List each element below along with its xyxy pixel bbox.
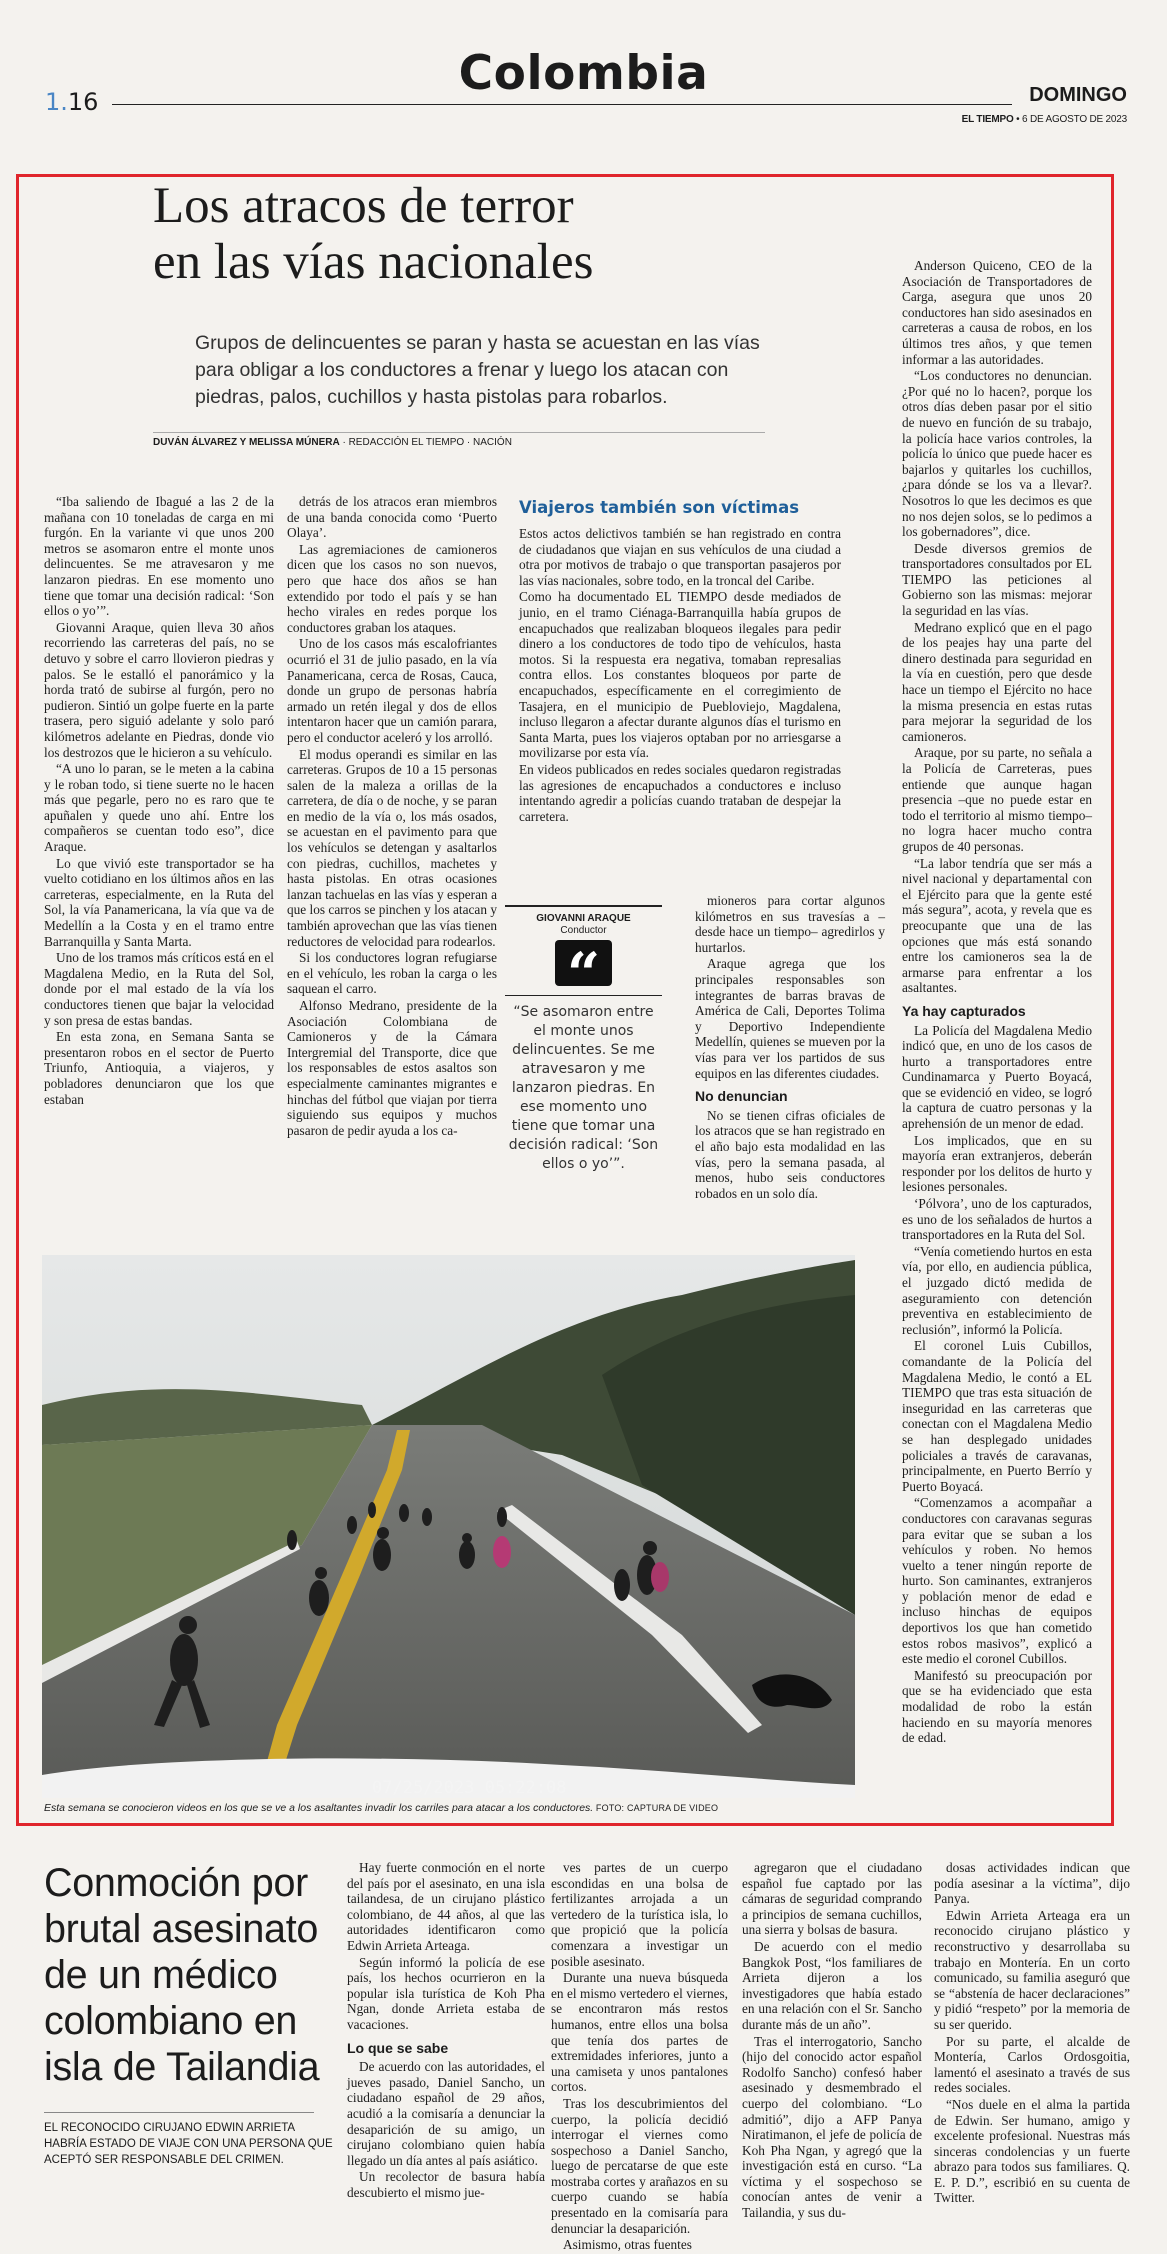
quote-mark-icon: “	[555, 940, 612, 986]
paragraph: “Nos duele en el alma la partida de Edwin. Ser humano, amigo y excelente profesional. Nuestras más sinceras condolencias y un fuerte abrazo para todos sus familiares. Q. E. P. D.”, escribió en su cuenta de Twitter.	[934, 2096, 1130, 2206]
article-column-1	[44, 494, 274, 1108]
article2-deck: EL RECONOCIDO CIRUJANO EDWIN ARRIETA HABRÍA ESTADO DE VIAJE CON UNA PERSONA QUE ACEPTÓ SER RESPONSABLE DEL CRIMEN.	[44, 2122, 333, 2166]
sidebar-title: Viajeros también son víctimas	[519, 498, 800, 517]
article2-column-2	[551, 1860, 728, 2254]
byline: DUVÁN ÁLVAREZ Y MELISSA MÚNERA · REDACCIÓN EL TIEMPO · NACIÓN	[153, 437, 512, 448]
article-headline: Los atracos de terror en las vías nacionales	[153, 178, 594, 290]
road-scene-image	[42, 1255, 855, 1798]
paragraph: Las agremiaciones de camioneros dicen que los casos no son nuevos, pero que hace dos años se han extendido por todo el país y se han hecho virales en redes porque los conductores graban los ataques.	[287, 541, 497, 635]
quote-box-rule-2	[505, 995, 662, 996]
pull-quote: “Se asomaron entre el monte unos delincuentes. Se me atravesaron y me lanzaron piedras. En ese momento uno tiene que tomar una decisión radical: ‘Son ellos o yo’”.	[508, 1004, 659, 1172]
paragraph: De acuerdo con las autoridades, el jueves pasado, Daniel Sancho, un ciudadano español de 29 años, acudió a la comisaría a denunciar la desaparición de su amigo, un cirujano colombiano quien había llegado un día antes al país asiático.	[347, 2059, 545, 2168]
paragraph: Los implicados, que en su mayoría eran extranjeros, deberán responder por los delitos de hurto y lesiones personales.	[902, 1132, 1092, 1195]
paragraph: Uno de los tramos más críticos está en el Magdalena Medio, en la Ruta del Sol, donde por el mal estado de la vía los conductores tienen que bajar la velocidad y son presa de estas bandas.	[44, 950, 274, 1028]
paragraph: agregaron que el ciudadano español fue captado por las cámaras de seguridad comprando a principios de semana cuchillos, una sierra y bolsas de basura.	[742, 1860, 922, 1938]
paragraph: Asimismo, otras fuentes	[563, 2237, 692, 2253]
paragraph: Lo que vivió este transportador se ha vuelto cotidiano en los últimos años en las carreteras, especialmente, en la Ruta del Sol, la vía Panamericana, la vía que va de Medellín a la Costa y en el tramo entre Barranquilla y Santa Marta.	[44, 855, 274, 949]
paragraph: “Los conductores no denuncian. ¿Por qué no lo hacen?, porque los otros días deben pasar por el sitio de nuevo en función de su trabajo, la policía hace varios controles, la policía lo único que puede hacer es bajarlos y quitarles los cuchillos, ¿para dónde se los va a llevar?. Nosotros lo que les decimos es que no nos dejen solos, se lo pedimos a los gobernadores”, dice.	[902, 368, 1092, 540]
quote-box-rule	[505, 905, 662, 907]
paragraph: “Iba saliendo de Ibagué a las 2 de la mañana con 10 toneladas de carga en mi furgón. En la variante vi que unos 200 metros se asomaron entre el monte unos delincuentes. Se me atravesaron y me lanzaron piedras. En ese momento uno tiene que tomar una decisión radical: ‘Son ellos o yo’”.	[44, 494, 274, 619]
paragraph: dosas actividades indican que podía asesinar a la víctima”, dijo Panya.	[934, 1860, 1130, 1907]
paragraph: Según informó la policía de ese país, los hechos ocurrieron en la popular isla turística de Koh Pha Ngan, donde Arrieta estaba de vacaciones.	[347, 1954, 545, 2032]
paragraph: Alfonso Medrano, presidente de la Asociación Colombiana de Camioneros y de la Cámara Intergremial del Transporte, dice que los responsables de estos asaltos son especialmente caminantes migrantes e hinchas del fútbol que viajan por tierra siguiendo sus equipos y muchos pasaron de pedir ayuda a los ca-	[287, 998, 497, 1138]
paragraph: Tras los descubrimientos del cuerpo, la policía decidió interrogar el viernes como sospechoso a Daniel Sancho, luego de percatarse de que este mostraba cortes y arañazos en su cuerpo cuando se había presentado en la comisaría para denunciar la desaparición.	[551, 2095, 728, 2236]
article-column-5	[902, 258, 1092, 1747]
paragraph: Giovanni Araque, quien lleva 30 años recorriendo las carreteras del país, no se detuvo y sobre el carro llovieron piedras y palos. Se le estalló el panorámico y la horda trató de subirse al furgón, pero no pudieron. Sintió un golpe fuerte en la parte trasera, pero siguió adelante y solo paró kilómetros adelante en Piedras, donde vio los destrozos que le hicieron a su vehículo.	[44, 619, 274, 760]
paragraph: mioneros para cortar algunos kilómetros en sus travesías a –desde hace un tiempo– agredirlos y hurtarlos.	[695, 893, 885, 955]
video-timestamp: 07/25/2023 05:22:08	[372, 1778, 567, 1798]
column-subhead: Ya hay capturados	[902, 1002, 1026, 1019]
dateline: EL TIEMPO • 6 DE AGOSTO DE 2023	[961, 114, 1127, 125]
article2-column-1	[347, 1860, 545, 2201]
section-title: Colombia	[458, 46, 709, 101]
paragraph: Araque, por su parte, no señala a la Policía de Carreteras, pues entiende que aunque hagan presencia –que no puede estar en todo el territorio al mismo tiempo– no logra hacer mucho contra grupos de 40 personas.	[902, 745, 1092, 854]
quote-author-role: Conductor	[560, 925, 607, 936]
paragraph: No se tienen cifras oficiales de los atracos que se han registrado en el año bajo esta modalidad en las vías, pero la semana pasada, al menos, hubo seis conductores robados en un solo día.	[695, 1107, 885, 1201]
paragraph: El modus operandi es similar en las carreteras. Grupos de 10 a 15 personas salen de la maleza a orillas de la carretera, de día o de noche, y se paran en medio de la vía o, los más osados, se acuestan en el pavimento para que los vehículos se detengan y asaltarlos con piedras, cuchillos, machetes y hasta pistolas. En otras ocasiones lanzan tachuelas en las vías y esperan a que los carros se pinchen y los atacan y también aprovechan que las vías tienen reductores de velocidad para rodearlos.	[287, 746, 497, 949]
paragraph: “La labor tendría que ser más a nivel nacional y departamental con el Ejército para que la gente esté más segura”, acota, y revela que es preocupante que una de las opciones que más está sonando entre los camioneros sea la de armarse para enfrentar a los asaltantes.	[902, 855, 1092, 996]
paragraph: Estos actos delictivos también se han registrado en contra de ciudadanos que viajan en sus vehículos de una ciudad a otra por motivos de trabajo o que transportan pasajeros por las vías nacionales, sobre todo, en la troncal del Caribe.	[519, 526, 841, 588]
paragraph: Edwin Arrieta Arteaga era un reconocido cirujano plástico y reconstructivo y desarrollaba su trabajo en Montería. En un corto comunicado, su familia aseguró que se “abstenía de hacer declaraciones” y pidió “respeto” por la memoria de su ser querido.	[934, 1907, 1130, 2032]
paragraph: ‘Pólvora’, uno de los capturados, es uno de los señalados de hurtos a transportadores en la Ruta del Sol.	[902, 1196, 1092, 1243]
header-rule	[112, 104, 1012, 105]
paragraph: Araque agrega que los principales responsables son integrantes de barras bravas de América de Cali, Deportes Tolima y Deportivo Independiente Medellín, quienes se mueven por la vías para ver los partidos de sus equipos en las diferentes ciudades.	[695, 956, 885, 1081]
paragraph: Si los conductores logran refugiarse en el vehículo, les roban la carga o les saquean el carro.	[287, 950, 497, 997]
paragraph: “Comenzamos a acompañar a conductores con caravanas seguras para evitar que se suban a los vehículos y roben. No hemos vuelto a tener ningún reporte de hurto. Son caminantes, extranjeros y población menor de edad e incluso hinchas de equipos deportivos los que han cometido estos robos masivos”, explicó a este medio el coronel Cubillos.	[902, 1495, 1092, 1667]
article-column-2	[287, 494, 497, 1139]
column-subhead: No denuncian	[695, 1088, 788, 1105]
photo-caption: Esta semana se conocieron videos en los que se ve a los asaltantes invadir los carriles para atacar a los conductores. FOTO: CAPTURA DE VIDEO	[44, 1802, 719, 1814]
paragraph: “A uno lo paran, se le meten a la cabina y le roban todo, si tiene suerte no le hacen más que pegarle, pero no es raro que te apuñalen y quede uno ahí. Entre los compañeros se cuentan todo eso”, dice Araque.	[44, 761, 274, 855]
article2-rule	[44, 2112, 314, 2113]
paragraph: Hay fuerte conmoción en el norte del país por el asesinato, en una isla tailandesa, de un cirujano plástico colombiano, de 44 años, al que las autoridades identificaron como Edwin Arrieta Arteaga.	[347, 1860, 545, 1953]
paragraph: detrás de los atracos eran miembros de una banda conocida como ‘Puerto Olaya’.	[287, 494, 497, 541]
paragraph: Como ha documentado EL TIEMPO desde mediados de junio, en el tramo Ciénaga-Barranquilla había grupos de encapuchados que realizaban bloqueos ilegales para pedir dinero a los conductores de todo tipo de vehículos, hasta motos. Si la respuesta era negativa, tomaban represalias contra ellos. Los constantes bloqueos por parte de encapuchados, específicamente en el corregimiento de Tasajera, en el municipio de Puebloviejo, Magdalena, incluso llegaron a afectar durante algunos días el turismo en Santa Marta, pues los viajeros optaban por no arriesgarse a movilizarse por esta vía.	[519, 589, 841, 761]
paragraph: La Policía del Magdalena Medio indicó que, en uno de los casos de hurto a transportadores entre Cundinamarca y Puerto Boyacá, que se evidenció en video, se logró la captura de cuatro personas y la aprehensión de un menor de edad.	[902, 1022, 1092, 1132]
paragraph: Uno de los casos más escalofriantes ocurrió el 31 de julio pasado, en la vía Panamericana, cerca de Rosas, Cauca, donde un grupo de personas habría armado un retén ilegal y dos de ellos intentaron hacer que un camión parara, pero el conductor aceleró y los arrolló.	[287, 636, 497, 745]
day-label: DOMINGO	[1029, 84, 1127, 106]
article-photo	[42, 1255, 855, 1798]
paragraph: “Venía cometiendo hurtos en esta vía, por ello, en audiencia pública, el juzgado dictó medida de aseguramiento con detención preventiva en establecimiento de reclusión”, informó la Policía.	[902, 1243, 1092, 1337]
article-column-4	[695, 893, 885, 1202]
paragraph: Medrano explicó que en el pago de los peajes hay una parte del dinero destinada para seguridad en la vía en cuestión, pero que desde hace un tiempo el Ejército no hace la misma presencia en estas rutas para mejorar la seguridad de los camioneros.	[902, 619, 1092, 744]
paragraph: Desde diversos gremios de transportadores consultados por EL TIEMPO las peticiones al Gobierno son las mismas: mejorar la seguridad en las vías.	[902, 540, 1092, 619]
article2-column-3	[742, 1860, 922, 2222]
column-subhead: Lo que se sabe	[347, 2039, 449, 2056]
paragraph: ves partes de un cuerpo escondidas en una bolsa de fertilizantes arrojada a un vertedero de la turística isla, lo que propició que la policía comenzara a investigar un posible asesinato.	[551, 1860, 728, 1969]
sidebar-body	[519, 526, 841, 825]
article2-headline: Conmoción por brutal asesinato de un médico colombiano en isla de Tailandia	[44, 1861, 320, 2089]
paragraph: Un recolector de basura había descubierto el mismo jue-	[347, 2169, 545, 2200]
paragraph: Anderson Quiceno, CEO de la Asociación de Transportadores de Carga, asegura que unos 20 conductores han sido asesinados en carreteras a causa de robos, en los últimos tres años, y que temen informar a las autoridades.	[902, 258, 1092, 367]
quote-author: GIOVANNI ARAQUE	[536, 913, 631, 924]
page-number: 1.16	[45, 88, 99, 116]
article2-column-4	[934, 1860, 1130, 2207]
paragraph: En videos publicados en redes sociales quedaron registradas las agresiones de encapuchados a conductores e incluso intentando agredir a policías cuando trataban de despejar la carretera.	[519, 761, 841, 824]
paragraph: Por su parte, el alcalde de Montería, Carlos Ordosgoitia, lamentó el asesinato a través de sus redes sociales.	[934, 2033, 1130, 2096]
paragraph: Tras el interrogatorio, Sancho (hijo del conocido actor español Rodolfo Sancho) confesó haber asesinado y desmembrado el cuerpo del colombiano. “Lo admitió”, dijo a AFP Panya Niratimanon, el jefe de policía de Koh Pha Ngan, y agregó que la investigación está en curso. “La víctima y el sospechoso se conocían antes de venir a Tailandia, y sus du-	[742, 2033, 922, 2221]
byline-rule	[153, 432, 765, 433]
article-deck: Grupos de delincuentes se paran y hasta se acuestan en las vías para obligar a los conductores a frenar y luego los atacan con piedras, palos, cuchillos y hasta pistolas para robarlos.	[195, 332, 760, 408]
paragraph: El coronel Luis Cubillos, comandante de la Policía del Magdalena Medio, le contó a EL TIEMPO que tras esta situación de inseguridad en las carreteras que conectan con el Magdalena Medio se han desplegado unidades policiales a través de caravanas, principalmente, en Puerto Berrío y Puerto Boyacá.	[902, 1338, 1092, 1494]
paragraph: Durante una nueva búsqueda en el mismo vertedero el viernes, se encontraron más restos humanos, entre ellos una bolsa que tenía dos partes de extremidades inferiores, junto a una camiseta y unos pantalones cortos.	[551, 1970, 728, 2095]
paragraph: De acuerdo con el medio Bangkok Post, “los familiares de Arrieta dijeron a los investigadores que había estado en una relación con el Sr. Sancho durante más de un año”.	[742, 1938, 922, 2032]
paragraph: Manifestó su preocupación por que se ha evidenciado que esta modalidad de robo la están haciendo en su mayoría menores de edad.	[902, 1667, 1092, 1746]
paragraph: En esta zona, en Semana Santa se presentaron robos en el sector de Puerto Triunfo, Antioquia, a viajeros, y pobladores denunciaron que los que estaban	[44, 1029, 274, 1107]
